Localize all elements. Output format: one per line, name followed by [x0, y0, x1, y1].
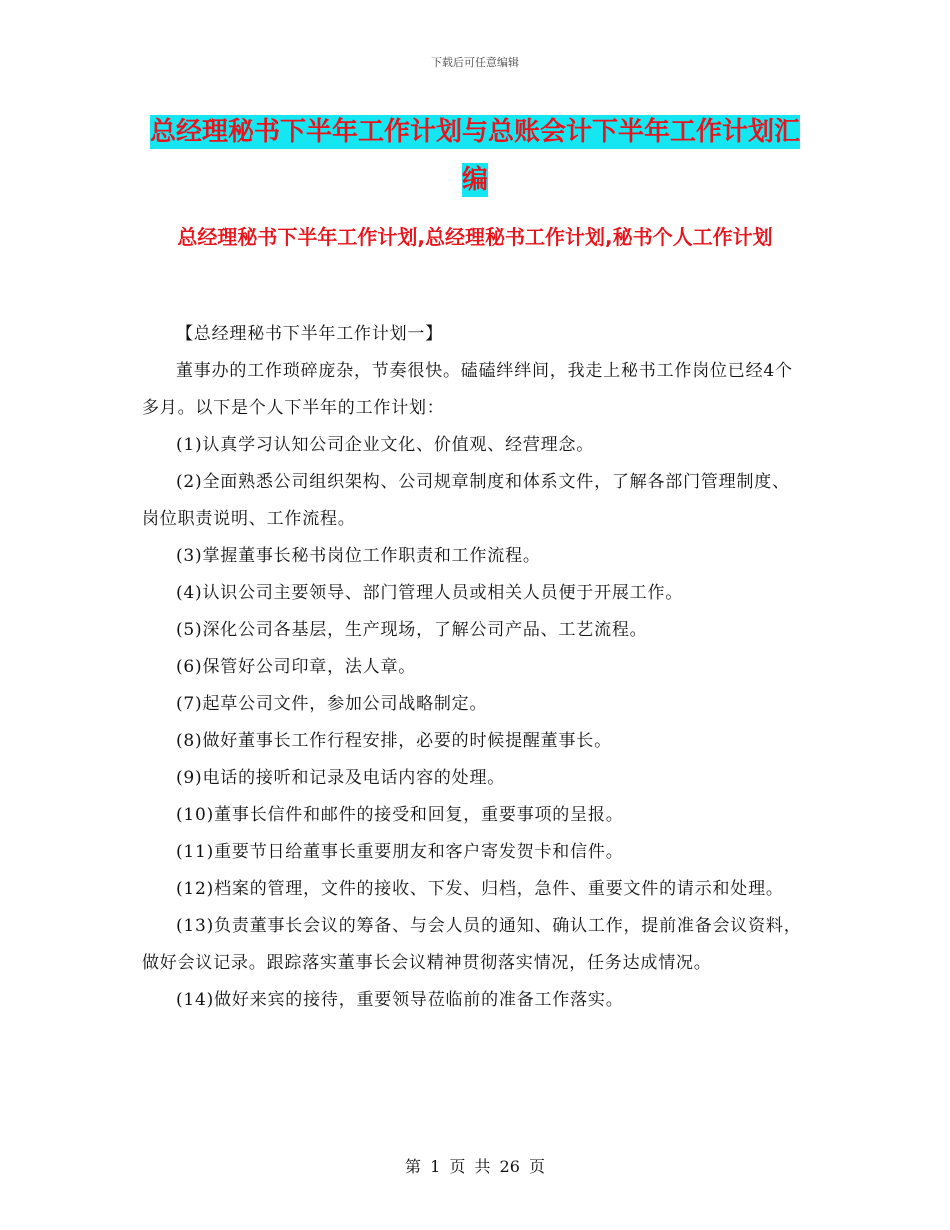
list-item: (5)深化公司各基层，生产现场，了解公司产品、工艺流程。: [176, 620, 648, 640]
list-item: (4)认识公司主要领导、部门管理人员或相关人员便于开展工作。: [176, 583, 684, 603]
list-item: (8)做好董事长工作行程安排，必要的时候提醒董事长。: [176, 731, 612, 751]
paragraph: 董事办的工作琐碎庞杂，节奏很快。磕磕绊绊间，我走上秘书工作岗位已经4个多月。以下是个人下半年的工作计划：: [142, 361, 793, 418]
section-heading: 【总经理秘书下半年工作计划一】: [176, 324, 443, 344]
list-item: (7)起草公司文件，参加公司战略制定。: [176, 694, 488, 714]
document-body: [142, 316, 806, 1019]
header-note: 下载后可任意编辑: [431, 56, 519, 69]
list-item: (3)掌握董事长秘书岗位工作职责和工作流程。: [176, 546, 541, 566]
list-item: (13)负责董事长会议的筹备、与会人员的通知、确认工作，提前准备会议资料，做好会议记录。跟踪落实董事长会议精神贯彻落实情况，任务达成情况。: [142, 916, 802, 973]
list-item: (2)全面熟悉公司组织架构、公司规章制度和体系文件，了解各部门管理制度、岗位职责说明、工作流程。: [142, 472, 790, 529]
document-title-text: 总经理秘书下半年工作计划与总账会计下半年工作计划汇编: [149, 117, 800, 195]
list-item: (11)重要节日给董事长重要朋友和客户寄发贺卡和信件。: [176, 842, 624, 862]
page-footer: 第 1 页 共 26 页: [405, 1157, 545, 1176]
list-item: (6)保管好公司印章，法人章。: [176, 657, 417, 677]
document-title: [140, 108, 810, 204]
document-subtitle: 总经理秘书下半年工作计划,总经理秘书工作计划,秘书个人工作计划: [177, 225, 773, 249]
list-item: (10)董事长信件和邮件的接受和回复，重要事项的呈报。: [176, 805, 624, 825]
list-item: (9)电话的接听和记录及电话内容的处理。: [176, 768, 506, 788]
list-item: (12)档案的管理，文件的接收、下发、归档，急件、重要文件的请示和处理。: [176, 879, 784, 899]
list-item: (1)认真学习认知公司企业文化、价值观、经营理念。: [176, 435, 595, 455]
list-item: (14)做好来宾的接待，重要领导莅临前的准备工作落实。: [176, 990, 624, 1010]
